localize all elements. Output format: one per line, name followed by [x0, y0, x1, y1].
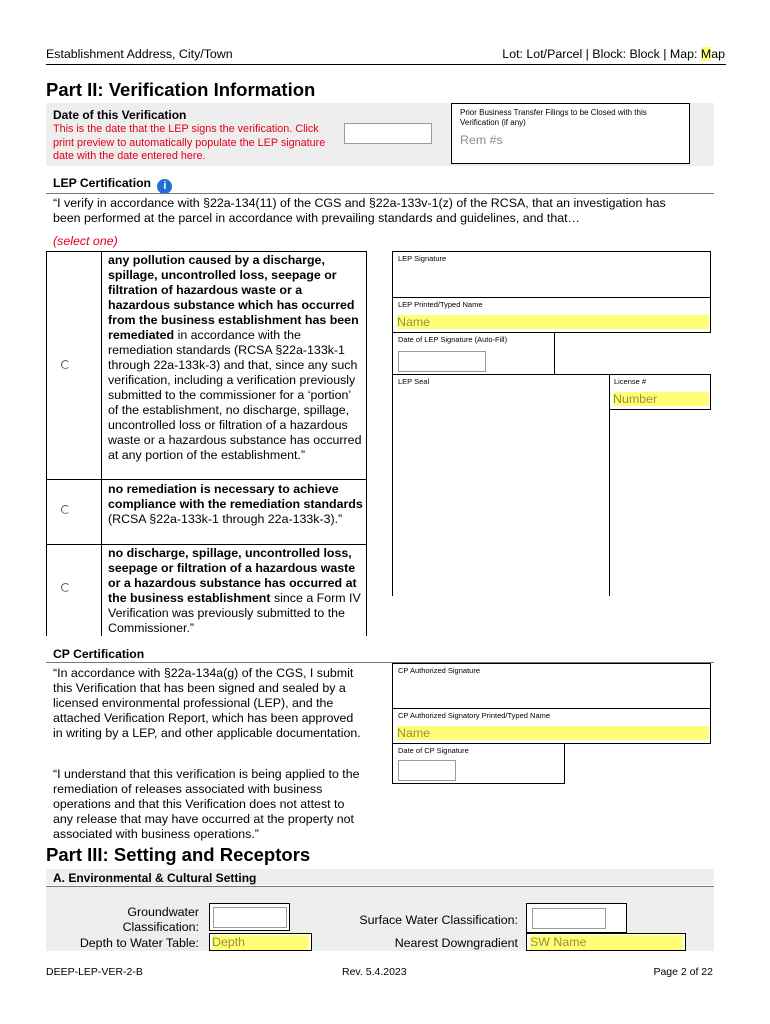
select-one-label: (select one) [53, 234, 118, 248]
lep-option-1-normal: in accordance with the remediation standards (RCSA §22a-133k-1 through 22a-133k-3) and that, since any such verification, including a verification previously submitted to the commissioner for a ‘portion’ of the establishment, no discharge, spillage, uncontrolled loss or filtration of a hazardous waste or a hazardous substance has occurred at any portion of the establishment.” [108, 328, 362, 462]
lep-option-2-bold: no remediation is necessary to achieve compliance with the remediation standards [108, 482, 363, 511]
lep-option-1-text [108, 253, 364, 463]
lep-name-input[interactable]: Name [397, 315, 709, 329]
date-verification-label: Date of this Verification [53, 108, 187, 122]
footer-form-id: DEEP-LEP-VER-2-B [46, 966, 143, 978]
lep-date-label: Date of LEP Signature (Auto-Fill) [398, 335, 508, 344]
lep-option-2-text [108, 482, 364, 527]
lep-cert-rule [46, 193, 714, 194]
downgradient-label: Nearest Downgradient [394, 936, 518, 950]
depth-input[interactable]: Depth [212, 935, 309, 950]
groundwater-label-1: Groundwater [127, 905, 199, 919]
header-map-rest: ap [711, 47, 725, 61]
lep-cert-title [53, 176, 172, 194]
lep-option-1-bold: any pollution caused by a discharge, spillage, uncontrolled loss, seepage or filtration of hazardous waste or a hazardous substance which has occurred from the business establishment has been remediated [108, 253, 359, 342]
part3-title: Part III: Setting and Receptors [46, 844, 311, 865]
lep-option-3-text [108, 546, 364, 636]
lep-option-1-radio[interactable] [61, 360, 70, 369]
cp-cert-title: CP Certification [53, 647, 145, 661]
header-rule [46, 64, 726, 65]
surface-water-input[interactable] [532, 908, 606, 929]
date-verification-input[interactable] [344, 123, 432, 144]
header-address: Establishment Address, City/Town [46, 47, 233, 61]
cp-signature-label: CP Authorized Signature [398, 666, 480, 675]
lep-statement: “I verify in accordance with §22a-134(11) of the CGS and §22a-133v-1(z) of the RCSA, that an investigation has been performed at the parcel in accordance with prevailing standards and guidelines, and that… [53, 196, 666, 225]
lep-cert-title-text: LEP Certification [53, 176, 151, 190]
sw-name-input[interactable]: SW Name [530, 935, 683, 950]
part3-subsection-title: A. Environmental & Cultural Setting [53, 871, 257, 885]
lep-seal-label: LEP Seal [398, 377, 430, 386]
lep-name-label: LEP Printed/Typed Name [398, 300, 483, 309]
lep-option-3-normal: since a Form IV Verification was previously submitted to the Commissioner.” [108, 591, 361, 635]
date-verification-note: This is the date that the LEP signs the verification. Click print preview to automatically populate the LEP signature date with the date entered here. [53, 123, 326, 162]
lep-signature-label: LEP Signature [398, 254, 447, 263]
groundwater-label-2: Classification: [122, 920, 199, 934]
cp-date-label: Date of CP Signature [398, 746, 469, 755]
cp-para-1: “In accordance with §22a-134a(g) of the CGS, I submit this Verification that has been signed and sealed by a licensed environmental professional (LEP), and the attached Verification Report, which has been approved in writing by a LEP, and other applicable documentation. [53, 666, 361, 740]
surface-water-label: Surface Water Classification: [359, 913, 518, 927]
lep-license-input[interactable]: Number [613, 392, 709, 406]
cp-date-input[interactable] [398, 760, 456, 781]
header-map-highlight: M [700, 47, 712, 61]
cp-name-input[interactable]: Name [397, 726, 709, 740]
header-lot-text: Lot: Lot/Parcel | Block: Block | Map: [502, 47, 701, 61]
lep-license-label: License # [614, 377, 647, 386]
footer-revision: Rev. 5.4.2023 [342, 966, 407, 978]
lep-options-divider [101, 251, 102, 636]
footer-page-number: Page 2 of 22 [653, 966, 713, 978]
lep-option-separator [46, 544, 367, 545]
lep-option-2-radio[interactable] [61, 505, 70, 514]
lep-option-separator [46, 479, 367, 480]
cp-para-2: “I understand that this verification is being applied to the remediation of releases associated with business operations and that this Verification does not attest to any release that may have occurred at the property not associated with business operations.” [53, 767, 360, 841]
cp-name-label: CP Authorized Signatory Printed/Typed Name [398, 711, 551, 720]
part2-title: Part II: Verification Information [46, 79, 316, 100]
groundwater-input[interactable] [213, 907, 287, 928]
lep-date-input[interactable] [398, 351, 486, 372]
lep-seal-box [392, 374, 610, 596]
lep-option-3-radio[interactable] [61, 583, 70, 592]
header-lot-block-map [502, 47, 725, 61]
depth-label: Depth to Water Table: [79, 936, 199, 950]
info-icon[interactable]: i [157, 179, 172, 194]
lep-option-3-bold: no discharge, spillage, uncontrolled loss, seepage or filtration of a hazardous waste or a hazardous substance has occurred at the business establishment [108, 546, 357, 605]
lep-option-2-normal: (RCSA §22a-133k-1 through 22a-133k-3).” [108, 512, 343, 526]
prior-filings-label: Prior Business Transfer Filings to be Closed with this Verification (if any) [460, 108, 647, 127]
rem-input[interactable]: Rem #s [460, 133, 503, 147]
